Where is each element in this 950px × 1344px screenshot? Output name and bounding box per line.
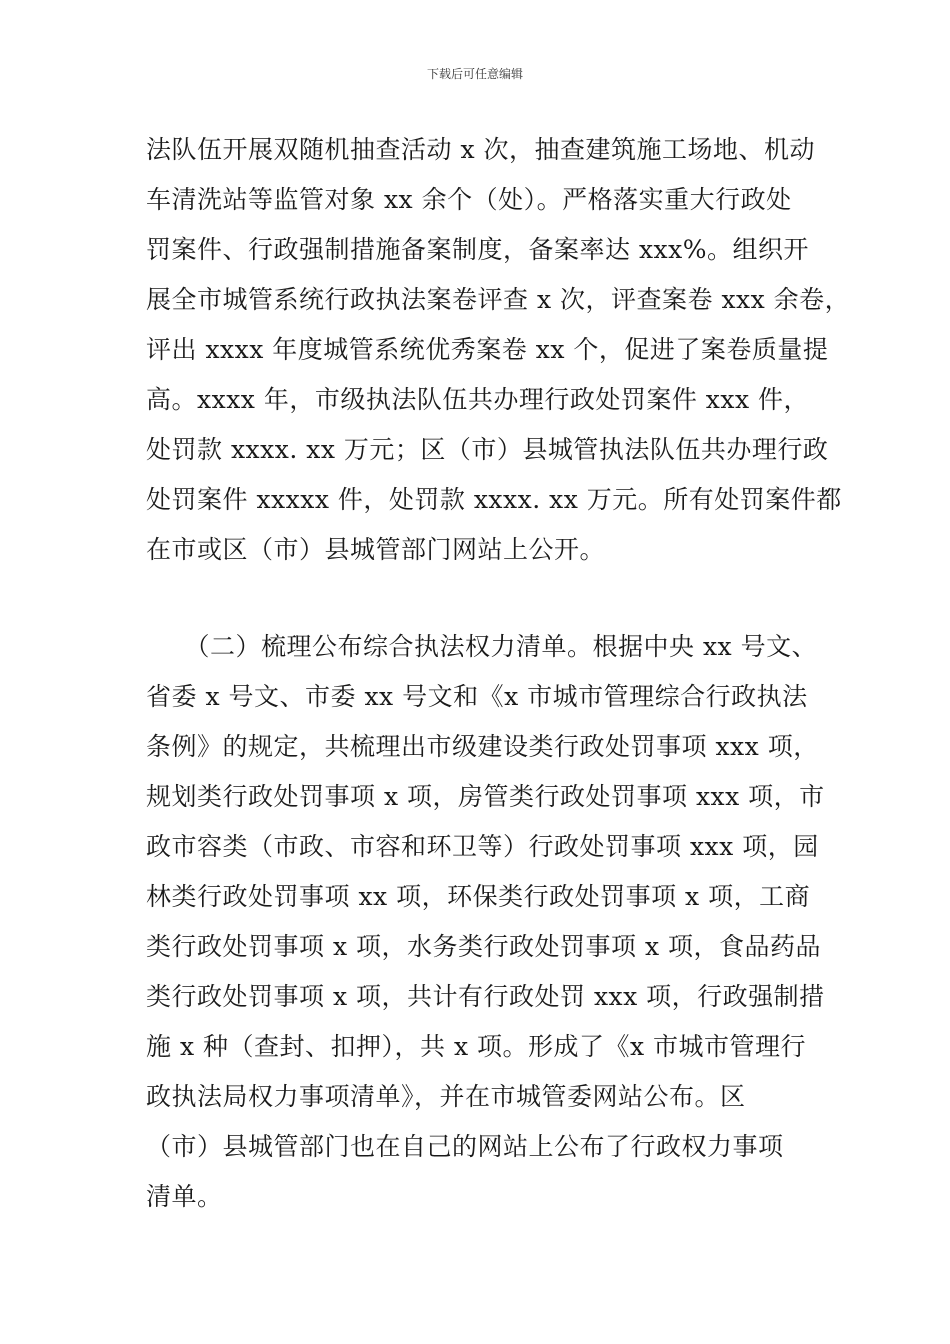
text-line: 林类行政处罚事项 xx 项，环保类行政处罚事项 x 项，工商 (146, 882, 811, 911)
text-line: （二）梳理公布综合执法权力清单。根据中央 xx 号文、 (146, 632, 818, 661)
body-paragraph-2 (146, 622, 836, 1222)
text-line: 罚案件、行政强制措施备案制度，备案率达 xxx%。组织开 (146, 235, 810, 264)
text-line: 条例》的规定，共梳理出市级建设类行政处罚事项 xxx 项， (146, 732, 819, 761)
body-paragraph-1 (146, 125, 851, 575)
text-line: 类行政处罚事项 x 项，共计有行政处罚 xxx 项，行政强制措 (146, 982, 825, 1011)
text-line: 在市或区（市）县城管部门网站上公开。 (146, 535, 606, 564)
text-line: 处罚案件 xxxxx 件，处罚款 xxxx. xx 万元。所有处罚案件都 (146, 485, 842, 514)
text-line: 政市容类（市政、市容和环卫等）行政处罚事项 xxx 项，园 (146, 832, 819, 861)
text-line: 施 x 种（查封、扣押），共 x 项。形成了《x 市城市管理行 (146, 1032, 807, 1061)
text-line: 规划类行政处罚事项 x 项，房管类行政处罚事项 xxx 项，市 (146, 782, 825, 811)
text-line: 处罚款 xxxx. xx 万元；区（市）县城管执法队伍共办理行政 (146, 435, 829, 464)
text-line: 类行政处罚事项 x 项，水务类行政处罚事项 x 项，食品药品 (146, 932, 821, 961)
text-line: 评出 xxxx 年度城管系统优秀案卷 xx 个，促进了案卷质量提 (146, 335, 829, 364)
text-line: 省委 x 号文、市委 xx 号文和《x 市城市管理综合行政执法 (146, 682, 808, 711)
text-line: 政执法局权力事项清单》，并在市城管委网站公布。区 (146, 1082, 746, 1111)
text-line: 高。xxxx 年，市级执法队伍共办理行政处罚案件 xxx 件， (146, 385, 810, 414)
text-line: 展全市城管系统行政执法案卷评查 x 次，评查案卷 xxx 余卷， (146, 285, 851, 314)
text-line: （市）县城管部门也在自己的网站上公布了行政权力事项 (146, 1132, 784, 1161)
text-line: 清单。 (146, 1182, 223, 1211)
text-line: 车清洗站等监管对象 xx 余个（处）。严格落实重大行政处 (146, 185, 792, 214)
page-header: 下载后可任意编辑 (426, 67, 523, 81)
text-line: 法队伍开展双随机抽查活动 x 次，抽查建筑施工场地、机动 (146, 135, 815, 164)
